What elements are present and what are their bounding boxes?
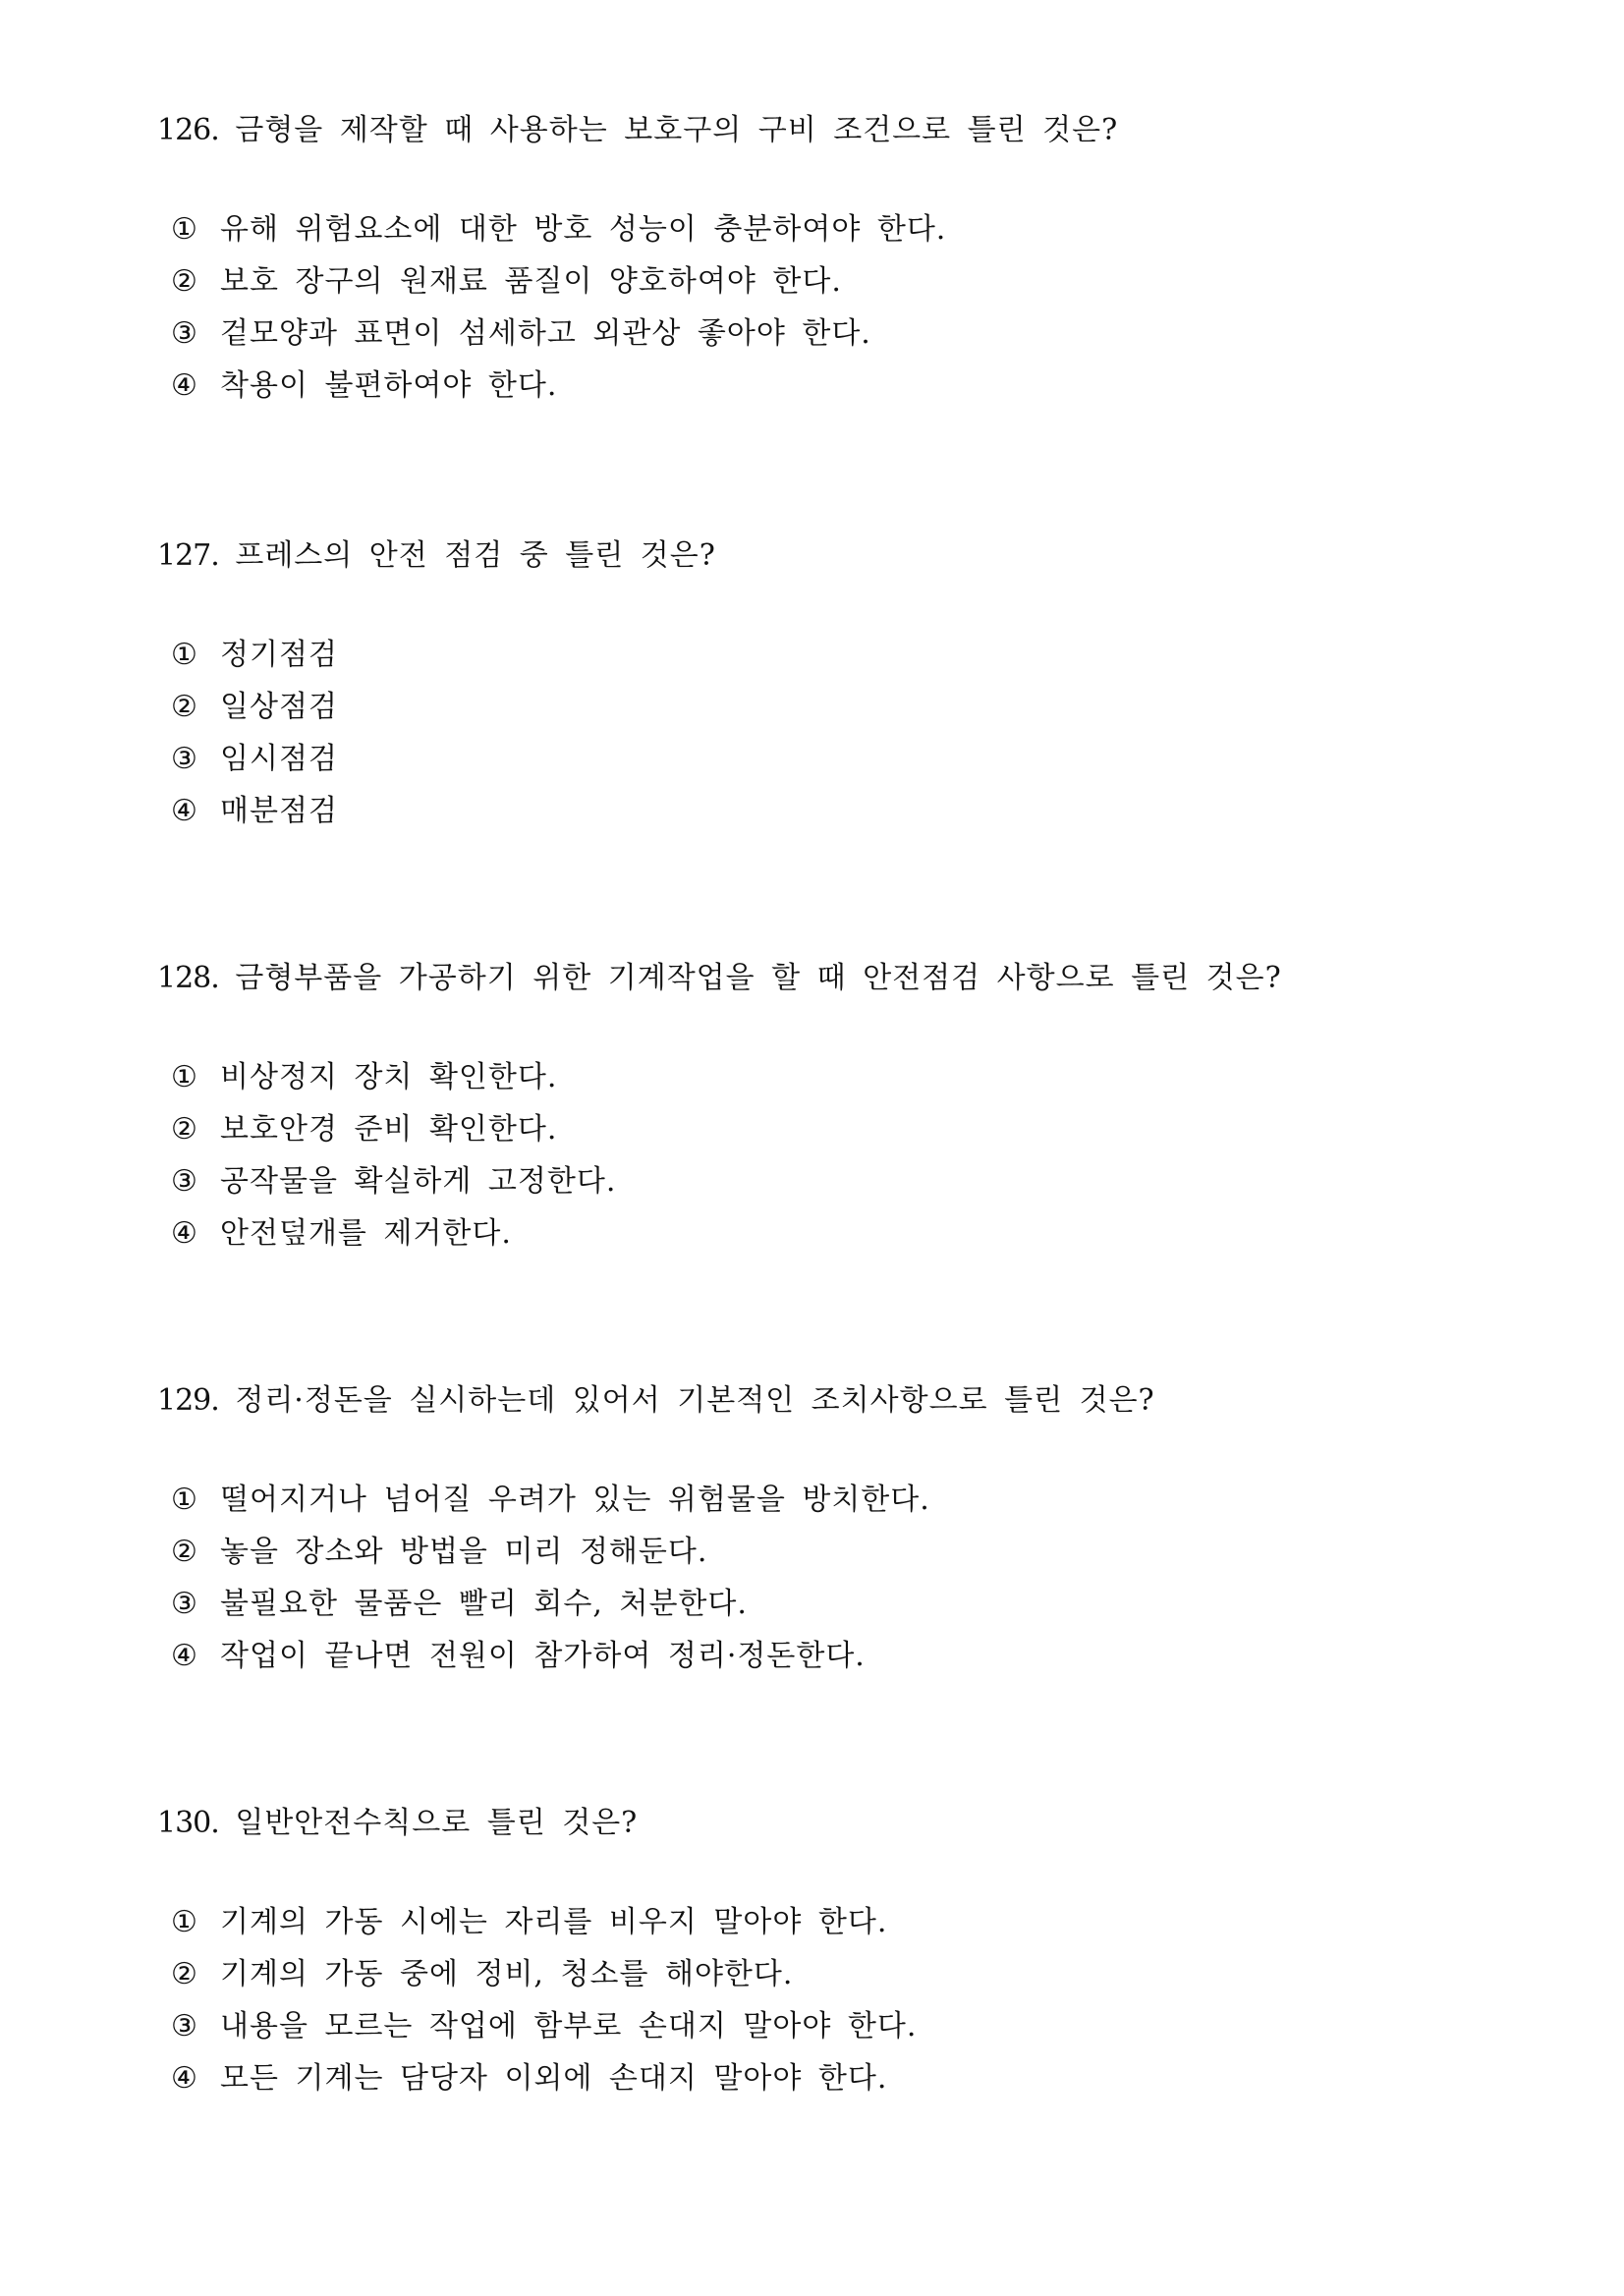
option-text: 일상점검: [220, 690, 338, 724]
question-text: [157, 959, 1464, 998]
question-text: [157, 111, 1464, 150]
option-marker: ③: [171, 2009, 198, 2044]
question-number: 130.: [157, 1806, 219, 1840]
question-text: [157, 1381, 1464, 1421]
option-marker: ②: [171, 1112, 198, 1147]
question-stem: 금형을 제작할 때 사용하는 보호구의 구비 조건으로 틀린 것은?: [235, 113, 1119, 147]
option-text: 공작물을 확실하게 고정한다.: [220, 1164, 617, 1199]
question-127: [157, 536, 1464, 837]
option-text: 비상정지 장치 확인한다.: [220, 1060, 558, 1094]
question-number: 127.: [157, 538, 219, 573]
question-stem: 정리·정돈을 실시하는데 있어서 기본적인 조치사항으로 틀린 것은?: [235, 1383, 1155, 1418]
option-marker: ③: [171, 742, 198, 776]
option-marker: ③: [171, 1164, 198, 1199]
option-4: [171, 2052, 1464, 2104]
question-stem: 금형부품을 가공하기 위한 기계작업을 할 때 안전점검 사항으로 틀린 것은?: [235, 961, 1282, 995]
option-marker: ②: [171, 690, 198, 724]
option-marker: ②: [171, 264, 198, 299]
option-text: 안전덮개를 제거한다.: [220, 1216, 512, 1251]
option-marker: ①: [171, 1905, 198, 1939]
option-text: 보호 장구의 원재료 품질이 양호하여야 한다.: [220, 264, 842, 299]
option-4: [171, 360, 1464, 412]
question-number: 129.: [157, 1383, 219, 1418]
option-list: [157, 203, 1464, 412]
question-130: [157, 1804, 1464, 2104]
option-marker: ④: [171, 2061, 198, 2096]
option-1: [171, 1896, 1464, 1948]
option-4: [171, 785, 1464, 837]
option-1: [171, 1051, 1464, 1103]
option-2: [171, 681, 1464, 733]
option-list: [157, 1474, 1464, 1682]
option-4: [171, 1630, 1464, 1682]
option-marker: ①: [171, 1483, 198, 1517]
question-number: 126.: [157, 113, 219, 147]
option-marker: ②: [171, 1957, 198, 1991]
question-number: 128.: [157, 961, 219, 995]
option-1: [171, 1474, 1464, 1526]
option-2: [171, 1103, 1464, 1155]
question-129: [157, 1381, 1464, 1682]
option-list: [157, 1896, 1464, 2104]
option-3: [171, 308, 1464, 360]
option-text: 작업이 끝나면 전원이 참가하여 정리·정돈한다.: [220, 1639, 866, 1673]
option-marker: ③: [171, 1587, 198, 1621]
option-marker: ②: [171, 1535, 198, 1569]
option-text: 임시점검: [220, 742, 338, 776]
option-text: 기계의 가동 중에 정비, 청소를 해야한다.: [220, 1957, 794, 1991]
option-text: 겉모양과 표면이 섬세하고 외관상 좋아야 한다.: [220, 316, 871, 351]
option-4: [171, 1207, 1464, 1260]
question-126: [157, 111, 1464, 412]
question-text: [157, 1804, 1464, 1843]
option-3: [171, 1578, 1464, 1630]
option-marker: ①: [171, 1060, 198, 1094]
question-128: [157, 959, 1464, 1260]
option-2: [171, 255, 1464, 308]
option-list: [157, 629, 1464, 837]
option-text: 정기점검: [220, 638, 338, 672]
question-stem: 일반안전수칙으로 틀린 것은?: [235, 1806, 639, 1840]
option-marker: ④: [171, 1639, 198, 1673]
option-text: 유해 위험요소에 대한 방호 성능이 충분하여야 한다.: [220, 212, 947, 247]
option-1: [171, 629, 1464, 681]
option-marker: ④: [171, 368, 198, 403]
option-text: 내용을 모르는 작업에 함부로 손대지 말아야 한다.: [220, 2009, 918, 2044]
option-3: [171, 733, 1464, 785]
option-2: [171, 1948, 1464, 2000]
option-text: 떨어지거나 넘어질 우려가 있는 위험물을 방치한다.: [220, 1483, 930, 1517]
option-3: [171, 1155, 1464, 1207]
option-text: 착용이 불편하여야 한다.: [220, 368, 558, 403]
option-text: 불필요한 물품은 빨리 회수, 처분한다.: [220, 1587, 748, 1621]
option-marker: ④: [171, 794, 198, 828]
option-marker: ④: [171, 1216, 198, 1251]
option-list: [157, 1051, 1464, 1260]
question-stem: 프레스의 안전 점검 중 틀린 것은?: [235, 538, 716, 573]
option-text: 모든 기계는 담당자 이외에 손대지 말아야 한다.: [220, 2061, 888, 2096]
option-marker: ③: [171, 316, 198, 351]
option-text: 기계의 가동 시에는 자리를 비우지 말아야 한다.: [220, 1905, 888, 1939]
option-3: [171, 2000, 1464, 2052]
option-2: [171, 1526, 1464, 1578]
option-marker: ①: [171, 212, 198, 247]
option-text: 매분점검: [220, 794, 338, 828]
option-1: [171, 203, 1464, 255]
option-marker: ①: [171, 638, 198, 672]
question-text: [157, 536, 1464, 576]
option-text: 보호안경 준비 확인한다.: [220, 1112, 558, 1147]
option-text: 놓을 장소와 방법을 미리 정해둔다.: [220, 1535, 708, 1569]
